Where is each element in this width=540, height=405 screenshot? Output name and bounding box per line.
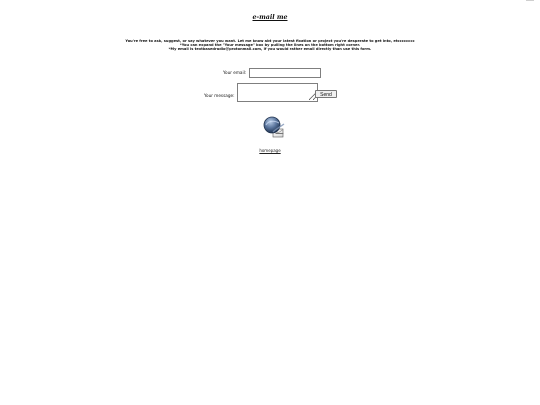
homepage-link[interactable]: homepage bbox=[259, 148, 281, 153]
message-row bbox=[203, 82, 343, 102]
email-label: Your email: bbox=[223, 70, 247, 75]
intro-line-3: *My email is textbasedradio@protonmail.com, if you would rather email directly than use this form. bbox=[168, 47, 372, 51]
send-button[interactable]: Send bbox=[315, 90, 337, 98]
intro-line-1: You're free to ask, suggest, or say whatever you want. Let me know abt your latest fixation or project you're desperate to get into, etcccccccc bbox=[125, 39, 415, 43]
mail-icon bbox=[259, 114, 287, 138]
top-right-edge-mark bbox=[526, 0, 534, 1]
email-field[interactable] bbox=[249, 68, 321, 78]
email-row bbox=[222, 67, 322, 77]
intro-line-2: *You can expand the "Your message" box by pulling the lines on the bottom right corner. bbox=[179, 43, 361, 47]
message-textarea[interactable] bbox=[237, 83, 318, 102]
message-label: Your message: bbox=[204, 93, 235, 98]
page-title: e-mail me bbox=[252, 14, 288, 21]
intro-text bbox=[0, 39, 540, 51]
